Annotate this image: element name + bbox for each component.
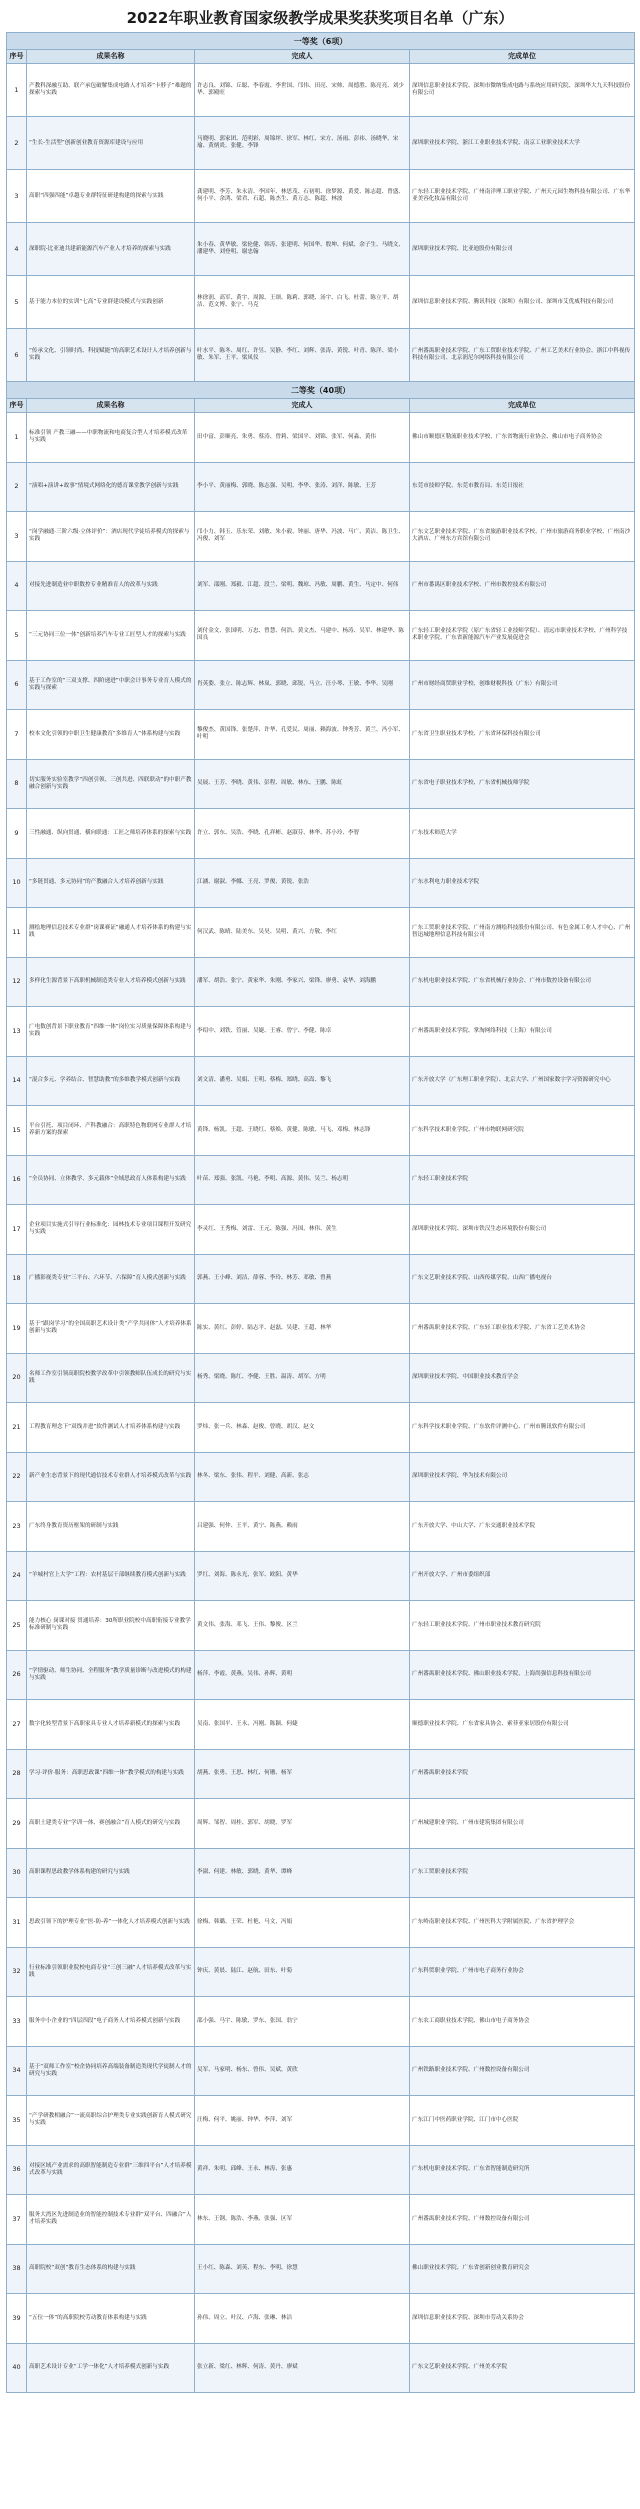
project-name-cell: “传承文化、引领时尚、科技赋能”的高职艺术设计人才培养创新与实践 xyxy=(27,329,195,382)
project-name-cell: 基于能力本位的实训“七高”专业群建设模式与实践创新 xyxy=(27,276,195,329)
contributors-cell: 李灵红、王秀梅、刘雷、王元、陈强、冯国、林伟、黄生 xyxy=(195,1205,410,1255)
institutions-cell: 广州番禺职业技术学院、广东轻工职业技术学院、广东省工艺美术协会 xyxy=(410,1304,635,1354)
contributors-cell: 田中富、彭顺亮、朱勇、蔡涛、曾莉、梁国平、刘锦、张军、何淼、黄伟 xyxy=(195,413,410,463)
contributors-cell: 罗红、刘海、陈永光、张军、欧阳、黄华 xyxy=(195,1551,410,1601)
row-number-cell: 25 xyxy=(7,1601,27,1651)
row-number-cell: 37 xyxy=(7,2195,27,2245)
project-name-cell: “全员协同、立体教学、多元载体”全域思政育人体系构建与实践 xyxy=(27,1155,195,1205)
table-row xyxy=(7,2294,635,2344)
section-heading xyxy=(7,382,635,399)
table-row xyxy=(7,1205,635,1255)
institutions-cell: 广州番禺职业技术学院、佛山职业技术学院、上海尚强信息科技有限公司 xyxy=(410,1650,635,1700)
project-name-cell: “三元协同三位一体”创新培养汽车专业工匠型人才的探索与实践 xyxy=(27,611,195,661)
table-row xyxy=(7,2096,635,2146)
table-row xyxy=(7,223,635,276)
column-header-institutions: 完成单位 xyxy=(410,399,635,413)
row-number-cell: 16 xyxy=(7,1155,27,1205)
row-number-cell: 26 xyxy=(7,1650,27,1700)
institutions-cell: 广东省电子职业技术学校、广东省机械技师学院 xyxy=(410,759,635,809)
institutions-cell: 广东轻工职业技术学院（原广东省轻工业技师学院）、清远市职业技术学校、广州科学技术职业学院、广东省新能源汽车产业发展促进会 xyxy=(410,611,635,661)
contributors-cell: 李淑、何建、林敏、郭晓、黄华、谭峰 xyxy=(195,1848,410,1898)
project-name-cell: 广东终身教育资历框架的研制与实践 xyxy=(27,1502,195,1552)
contributors-cell: 王小红、陈森、刘英、程东、李明、徐慧 xyxy=(195,2244,410,2294)
column-header-contributors: 完成人 xyxy=(195,50,410,64)
institutions-cell: 广东机电职业技术学院、广东省智能制造研究所 xyxy=(410,2145,635,2195)
institutions-cell: 广东开放大学、中山大学、广东交通职业技术学院 xyxy=(410,1502,635,1552)
project-name-cell: 对接先进制造业中职数控专业精准育人的改革与实践 xyxy=(27,561,195,611)
contributors-cell: 黄祥、朱明、邱峰、王永、林涛、张惠 xyxy=(195,2145,410,2195)
section-heading-text: 一等奖（6项） xyxy=(7,33,635,50)
project-name-cell: “五位一体”的高职院校劳动教育体系构建与实践 xyxy=(27,2294,195,2344)
project-name-cell: 能力核心 岗课对接 贯通培养：30所职业院校中高职衔接专业教学标准研制与实践 xyxy=(27,1601,195,1651)
project-name-cell: 标准引领 产教三融——中职物流和电商复合型人才培养模式改革与实践 xyxy=(27,413,195,463)
table-row xyxy=(7,611,635,661)
row-number-cell: 7 xyxy=(7,710,27,760)
contributors-cell: 叶苗、郑强、张凯、马艳、李明、高源、黄伟、吴兰、杨志明 xyxy=(195,1155,410,1205)
contributors-cell: 刘付金文、张国明、万忠、曾慧、何浩、黄文杰、马建中、杨涛、吴军、林建华、陈国良 xyxy=(195,611,410,661)
project-name-cell: “岗学融通·三阶六级·立体评价”：酒店现代学徒培养模式的探索与实践 xyxy=(27,512,195,562)
project-name-cell: 多样化生源背景下高职机械制造类专业人才培养模式创新与实践 xyxy=(27,957,195,1007)
contributors-cell: 陈实、黄红、彭婷、陆志平、赵磊、吴建、王超、林华 xyxy=(195,1304,410,1354)
table-row xyxy=(7,1007,635,1057)
project-name-cell: 高职院校“双创”教育生态体系的构建与实践 xyxy=(27,2244,195,2294)
contributors-cell: 许志良、刘锦、丘聪、李春霞、李世国、邝伟、田亮、宋帅、周德胜、陈亮亮、刘少华、郭殿旺 xyxy=(195,64,410,117)
project-name-cell: “学情驱动、师生协同、全程服务”教学质量诊断与改进模式的构建与实践 xyxy=(27,1650,195,1700)
contributors-cell: 胡燕、张勇、王思、林红、何珊、杨军 xyxy=(195,1749,410,1799)
project-name-cell: 服务中小企业的“四层四段”电子商务人才培养模式创新与实践 xyxy=(27,1997,195,2047)
row-number-cell: 23 xyxy=(7,1502,27,1552)
institutions-cell: 广东文艺职业技术学院、广东省旅游职业技术学校、广州市旅游商务职业学校、广州南沙大酒店、广州东方宾馆有限公司 xyxy=(410,512,635,562)
table-row xyxy=(7,1848,635,1898)
table-row xyxy=(7,759,635,809)
contributors-cell: 龚建明、李芳、朱永清、李国年、林思茂、石初明、徐梦源、黄爱、陈志超、曾盛、何小平、余鸿、梁君、石超、陈杰生、黄万志、陈超、林波 xyxy=(195,170,410,223)
row-number-cell: 9 xyxy=(7,809,27,859)
institutions-cell: 深圳职业技术学院、比亚迪股份有限公司 xyxy=(410,223,635,276)
contributors-cell: 林东、王钢、陈浩、李燕、张强、区军 xyxy=(195,2195,410,2245)
institutions-cell: 广东轻工职业技术学院 xyxy=(410,1155,635,1205)
row-number-cell: 32 xyxy=(7,1947,27,1997)
row-number-cell: 18 xyxy=(7,1254,27,1304)
row-number-cell: 36 xyxy=(7,2145,27,2195)
row-number-cell: 30 xyxy=(7,1848,27,1898)
institutions-cell: 佛山市顺德区勒流职业技术学校、广东省物流行业协会、佛山市电子商务协会 xyxy=(410,413,635,463)
row-number-cell: 1 xyxy=(7,413,27,463)
institutions-cell: 广州番禺职业技术学院 xyxy=(410,1749,635,1799)
institutions-cell: 广州市番禺区职业技术学校、广州市数控技术有限公司 xyxy=(410,561,635,611)
institutions-cell: 广东农工商职业技术学院、佛山市电子商务协会 xyxy=(410,1997,635,2047)
project-name-cell: 企业项目实施式引导行业标准化：园林技术专业项目课程开发研究与实践 xyxy=(27,1205,195,1255)
contributors-cell: 李绍中、刘铁、管丽、吴婕、王睿、曾宁、李健、陈卓 xyxy=(195,1007,410,1057)
section-heading-text: 二等奖（40项） xyxy=(7,382,635,399)
project-name-cell: “生长-生活型”创新创业教育资源库建设与应用 xyxy=(27,117,195,170)
project-name-cell: “演唱+演讲+故事”情境式网络化的德育课堂教学创新与实践 xyxy=(27,462,195,512)
project-name-cell: 高职艺术设计专业“工学一体化”人才培养模式创新与实践 xyxy=(27,2343,195,2393)
row-number-cell: 28 xyxy=(7,1749,27,1799)
row-number-cell: 38 xyxy=(7,2244,27,2294)
project-name-cell: 切实服务实验室教学“四创引领、三创共进、四联联动”的中职产教融合创新与实践 xyxy=(27,759,195,809)
table-row xyxy=(7,117,635,170)
row-number-cell: 1 xyxy=(7,64,27,117)
institutions-cell: 广东机电职业技术学院、广东省机械行业协会、广州市数控设备有限公司 xyxy=(410,957,635,1007)
contributors-cell: 汪梅、何平、姚丽、钟华、李萍、刘军 xyxy=(195,2096,410,2146)
institutions-cell: 广东省卫生职业技术学校、广东省环保科技有限公司 xyxy=(410,710,635,760)
table-row xyxy=(7,2343,635,2393)
table-row xyxy=(7,957,635,1007)
row-number-cell: 15 xyxy=(7,1106,27,1156)
contributors-cell: 钟庆、黄晨、陆江、赵航、田东、叶菊 xyxy=(195,1947,410,1997)
institutions-cell: 广东科贸职业学院、广州市电子商务行业协会 xyxy=(410,1947,635,1997)
project-name-cell: “多链贯通、多元协同”的产教融合人才培养创新与实践 xyxy=(27,858,195,908)
row-number-cell: 6 xyxy=(7,660,27,710)
table-row xyxy=(7,858,635,908)
contributors-cell: 何汉武、陈晴、陆美东、吴昊、吴明、黄兴、方敬、李红 xyxy=(195,908,410,958)
awards-table-body xyxy=(7,33,635,2393)
institutions-cell: 深圳信息职业技术学院、腾讯科技（深圳）有限公司、深圳市艾优威科技有限公司 xyxy=(410,276,635,329)
project-name-cell: “产学研教相融合”一流高职综合护理类专业实践创新育人模式研究与实践 xyxy=(27,2096,195,2146)
contributors-cell: 林冬、梁东、张伟、程平、刘健、高新、张志 xyxy=(195,1452,410,1502)
table-row xyxy=(7,1650,635,1700)
project-name-cell: 行业标准引领职业院校电商专业“三创三融”人才培养模式改革与实践 xyxy=(27,1947,195,1997)
table-row xyxy=(7,2195,635,2245)
row-number-cell: 19 xyxy=(7,1304,27,1354)
contributors-cell: 罗炜、张一兵、林森、赵俊、曾晓、胡汉、赵文 xyxy=(195,1403,410,1453)
institutions-cell: 深圳信息职业技术学院、深圳市微纳集成电路与系统应用研究院、深圳华大九天科技股份有限公司 xyxy=(410,64,635,117)
row-number-cell: 4 xyxy=(7,223,27,276)
contributors-cell: 黄锋、杨凯、王超、王晓红、蔡焕、黄健、陈敏、马飞、邓梅、林志锋 xyxy=(195,1106,410,1156)
institutions-cell: 广州铁路职业技术学院、广州数控设备有限公司 xyxy=(410,2046,635,2096)
institutions-cell: 东莞市技师学院、东莞市教育局、东莞日报社 xyxy=(410,462,635,512)
contributors-cell: 吕建强、何仲、王平、黄宁、陈燕、赖雨 xyxy=(195,1502,410,1552)
table-row xyxy=(7,1601,635,1651)
project-name-cell: 产教科深融互助、联产承包破解集成电路人才培养“卡脖子”难题的探索与实践 xyxy=(27,64,195,117)
institutions-cell: 广东技术师范大学 xyxy=(410,809,635,859)
institutions-cell: 广东轻工职业技术学院、广州南洋理工职业学院、广州天元园生物科技有限公司、广东华亚美容化妆品有限公司 xyxy=(410,170,635,223)
row-number-cell: 20 xyxy=(7,1353,27,1403)
project-name-cell: 数字化转型背景下高职家具专业人才培养新模式的探索与实践 xyxy=(27,1700,195,1750)
institutions-cell: 广东文艺职业技术学院、广州美术学院 xyxy=(410,2343,635,2393)
column-header-row xyxy=(7,399,635,413)
table-row xyxy=(7,1056,635,1106)
project-name-cell: 深职院-比亚迪共建新能源汽车产业人才培养的探索与实践 xyxy=(27,223,195,276)
table-row xyxy=(7,908,635,958)
table-row xyxy=(7,64,635,117)
institutions-cell: 广东开放大学（广东理工职业学院）、北京大学、广州国家数字学习资源研究中心 xyxy=(410,1056,635,1106)
institutions-cell: 广东水利电力职业技术学院 xyxy=(410,858,635,908)
table-row xyxy=(7,710,635,760)
project-name-cell: 校本文化引领的中职卫生健康教育“多维育人”体系构建与实践 xyxy=(27,710,195,760)
row-number-cell: 39 xyxy=(7,2294,27,2344)
contributors-cell: 朱小春、黄华敏、梁伦健、韩涛、张建明、何国华、殷坤、何斌、余子生、马晓文、潘建华、刘登明、谢忠翰 xyxy=(195,223,410,276)
page-title: 2022年职业教育国家级教学成果奖获奖项目名单（广东） xyxy=(126,9,514,27)
institutions-cell: 广东文艺职业技术学院、山西传媒学院、山西广播电视台 xyxy=(410,1254,635,1304)
awards-table xyxy=(6,32,635,2393)
contributors-cell: 黎俊杰、黄国锋、张楚萍、许华、孔爱民、周丽、赖海波、钟秀芳、黄兰、冯小军、叶明 xyxy=(195,710,410,760)
project-name-cell: 基于“双师工作室”校企协同培养高端装备制造类现代学徒制人才的研究与实践 xyxy=(27,2046,195,2096)
project-name-cell: 三性融通、纵向贯通、横向联通：工匠之师培养体系的探索与实践 xyxy=(27,809,195,859)
row-number-cell: 24 xyxy=(7,1551,27,1601)
contributors-cell: 杨秀、梁晓、陈红、李健、王胜、温涛、胡军、方明 xyxy=(195,1353,410,1403)
contributors-cell: 周辉、邹智、周桂、郭军、胡晓、罗军 xyxy=(195,1799,410,1849)
row-number-cell: 22 xyxy=(7,1452,27,1502)
contributors-cell: 孙伟、周立、叶汉、卢海、张琳、林洁 xyxy=(195,2294,410,2344)
row-number-cell: 5 xyxy=(7,276,27,329)
table-row xyxy=(7,512,635,562)
contributors-cell: 徐梅、韩璐、王荣、杜艳、马文、冯娟 xyxy=(195,1898,410,1948)
project-name-cell: 基于工作室的“三双支撑、四阶递进”中职会计事务专业育人模式的实践与探索 xyxy=(27,660,195,710)
column-header-project-name: 成果名称 xyxy=(27,50,195,64)
row-number-cell: 33 xyxy=(7,1997,27,2047)
column-header-row xyxy=(7,50,635,64)
contributors-cell: 江涵、谢淑、李娜、王亮、罗俊、黄锐、张浩 xyxy=(195,858,410,908)
contributors-cell: 许立、郭东、吴浩、李晓、孔祥彬、赵淑芬、林华、苏小玲、李智 xyxy=(195,809,410,859)
project-name-cell: 广电数创背景下职业教育“四维一体”岗位实习质量保障体系构建与实践 xyxy=(27,1007,195,1057)
institutions-cell: 广州番禺职业技术学院、掌淘网络科技（上海）有限公司 xyxy=(410,1007,635,1057)
project-name-cell: “混合多元、学养结合、智慧助教”的多维教学模式创新与实践 xyxy=(27,1056,195,1106)
table-row xyxy=(7,1700,635,1750)
column-header-row-number: 序号 xyxy=(7,399,27,413)
institutions-cell: 广州番禺职业技术学院、广州数控设备有限公司 xyxy=(410,2195,635,2245)
contributors-cell: 黄文伟、张海、邓飞、王伟、黎俊、区兰 xyxy=(195,1601,410,1651)
table-row xyxy=(7,2046,635,2096)
column-header-row-number: 序号 xyxy=(7,50,27,64)
table-row xyxy=(7,660,635,710)
contributors-cell: 叶水平、陈冬、周红、许昱、吴静、李红、刘辉、张涛、黄锐、叶青、陈洋、梁小敏、朱军、王平、梁凤仪 xyxy=(195,329,410,382)
row-number-cell: 13 xyxy=(7,1007,27,1057)
table-row xyxy=(7,1403,635,1453)
table-row xyxy=(7,561,635,611)
project-name-cell: 对接区域产业需求的高职智能制造专业群“三维四平台”人才培养模式改革与实践 xyxy=(27,2145,195,2195)
contributors-cell: 刘文清、潘勇、吴娟、王明、蔡梅、郑晓、高嵩、黎飞 xyxy=(195,1056,410,1106)
institutions-cell: 深圳职业技术学院、中国职业技术教育学会 xyxy=(410,1353,635,1403)
project-name-cell: 工程教育理念下“双线并进”软件测试人才培养体系构建与实践 xyxy=(27,1403,195,1453)
institutions-cell: 深圳职业技术学院、深圳市铁汉生态环境股份有限公司 xyxy=(410,1205,635,1255)
institutions-cell: 广州城建职业学院、广州市建筑集团有限公司 xyxy=(410,1799,635,1849)
contributors-cell: 林徐润、高军、黄宇、周源、王颂、陈莉、郭晓、汤宇、白飞、杜蕾、陈立平、胡洁、范文博、张宁、马克 xyxy=(195,276,410,329)
row-number-cell: 4 xyxy=(7,561,27,611)
institutions-cell: 广东科学技术职业学院、广东软件评测中心、广州市腾讯软件有限公司 xyxy=(410,1403,635,1453)
column-header-institutions: 完成单位 xyxy=(410,50,635,64)
project-name-cell: 服务大湾区先进制造业的智能控制技术专业群“双平台、四融合”人才培养实践 xyxy=(27,2195,195,2245)
contributors-cell: 杨萍、李霞、黄燕、吴伟、孙辉、黄明 xyxy=(195,1650,410,1700)
project-name-cell: 平台引托、项目闭环、产科教融合：高职特色物联网专业群人才培养新方案的探索 xyxy=(27,1106,195,1156)
project-name-cell: 广播影视类专业“三平台、六环节、六保障”育人模式创新与实践 xyxy=(27,1254,195,1304)
row-number-cell: 8 xyxy=(7,759,27,809)
row-number-cell: 29 xyxy=(7,1799,27,1849)
project-name-cell: 学习·评价·服务：高职思政课“四维一体”教学模式的构建与实践 xyxy=(27,1749,195,1799)
institutions-cell: 广东工贸职业技术学院 xyxy=(410,1848,635,1898)
institutions-cell: 佛山职业技术学院、广东省创新创业教育研究会 xyxy=(410,2244,635,2294)
institutions-cell: 广东岭南职业技术学院、广州医科大学附属医院、广东省护理学会 xyxy=(410,1898,635,1948)
institutions-cell: 广东工贸职业技术学院、广州南方测绘科技股份有限公司、有色金属工业人才中心、广州智迅城地理信息科技有限公司 xyxy=(410,908,635,958)
project-name-cell: “羊城村官上大学”工程：农村基层干部继续教育模式创新与实践 xyxy=(27,1551,195,1601)
contributors-cell: 刘军、邵刚、郑毅、江超、段兰、梁明、魏琼、冯敏、周鹏、黄生、马定中、何伟 xyxy=(195,561,410,611)
row-number-cell: 27 xyxy=(7,1700,27,1750)
row-number-cell: 3 xyxy=(7,170,27,223)
contributors-cell: 吴展、王芳、李晓、黄伟、彭程、周敏、林东、王鹏、陈虹 xyxy=(195,759,410,809)
row-number-cell: 3 xyxy=(7,512,27,562)
institutions-cell: 广州开放大学、广州市委组织部 xyxy=(410,1551,635,1601)
table-row xyxy=(7,462,635,512)
row-number-cell: 34 xyxy=(7,2046,27,2096)
row-number-cell: 11 xyxy=(7,908,27,958)
table-row xyxy=(7,1254,635,1304)
table-row xyxy=(7,413,635,463)
contributors-cell: 马晓明、郭家团、范明彩、周锦坪、徐军、林红、宋方、汤雨、彭祎、汤晓华、宋瑜、黄炳炎、张健、李锋 xyxy=(195,117,410,170)
institutions-cell: 广州市财经商贸职业学校、创维财税科技（广东）有限公司 xyxy=(410,660,635,710)
table-row xyxy=(7,329,635,382)
row-number-cell: 10 xyxy=(7,858,27,908)
table-row xyxy=(7,2145,635,2195)
table-row xyxy=(7,1155,635,1205)
section-heading xyxy=(7,33,635,50)
contributors-cell: 李小平、黄丽梅、郭晓、陈志强、吴明、李华、张涛、刘洋、陈敏、王芳 xyxy=(195,462,410,512)
contributors-cell: 郭燕、王小峰、刘洁、薛蓉、李玲、林芳、邓敏、曾燕 xyxy=(195,1254,410,1304)
row-number-cell: 21 xyxy=(7,1403,27,1453)
project-name-cell: 测绘地理信息技术专业群“岗课赛证”融通人才培养体系的构建与实践 xyxy=(27,908,195,958)
institutions-cell: 广东轻工职业技术学院、广州市职业技术教育研究院 xyxy=(410,1601,635,1651)
project-name-cell: 高职土建类专业“学训一体、赛创融合”育人模式的研究与实践 xyxy=(27,1799,195,1849)
contributors-cell: 邵小强、马宇、陈敏、罗东、张国、翁宁 xyxy=(195,1997,410,2047)
project-name-cell: 高职课程思政教学体系构建的研究与实践 xyxy=(27,1848,195,1898)
table-row xyxy=(7,1898,635,1948)
row-number-cell: 14 xyxy=(7,1056,27,1106)
contributors-cell: 潘军、胡浩、张宁、黄家华、朱刚、李家兴、梁锋、廖勇、袁华、刘海鹏 xyxy=(195,957,410,1007)
row-number-cell: 17 xyxy=(7,1205,27,1255)
column-header-contributors: 完成人 xyxy=(195,399,410,413)
row-number-cell: 12 xyxy=(7,957,27,1007)
row-number-cell: 5 xyxy=(7,611,27,661)
table-row xyxy=(7,2244,635,2294)
table-row xyxy=(7,1106,635,1156)
table-row xyxy=(7,1551,635,1601)
institutions-cell: 广东江门中医药职业学院、江门市中心医院 xyxy=(410,2096,635,2146)
contributors-cell: 吴军、马家明、杨东、曾伟、吴斌、黄欣 xyxy=(195,2046,410,2096)
institutions-cell: 广东科学技术职业学院、广州市物联网研究院 xyxy=(410,1106,635,1156)
table-row xyxy=(7,809,635,859)
institutions-cell: 深圳职业技术学院、浙江工业职业技术学院、南京工业职业技术大学 xyxy=(410,117,635,170)
row-number-cell: 2 xyxy=(7,117,27,170)
table-row xyxy=(7,1947,635,1997)
institutions-cell: 顺德职业技术学院、广东省家具协会、索菲亚家居股份有限公司 xyxy=(410,1700,635,1750)
table-row xyxy=(7,1799,635,1849)
row-number-cell: 31 xyxy=(7,1898,27,1948)
column-header-project-name: 成果名称 xyxy=(27,399,195,413)
institutions-cell: 深圳信息职业技术学院、深圳市劳动关系协会 xyxy=(410,2294,635,2344)
table-row xyxy=(7,276,635,329)
row-number-cell: 6 xyxy=(7,329,27,382)
contributors-cell: 吴南、张国平、王永、冯刚、陈颖、何婕 xyxy=(195,1700,410,1750)
table-row xyxy=(7,1997,635,2047)
project-name-cell: 名师工作室引领高职院校教学改革中引领教师队伍成长的研究与实践 xyxy=(27,1353,195,1403)
institutions-cell: 广州番禺职业技术学院、广东工贸职业技术学院、广州工艺美术行业协会、浙江中科视传科技有限公司、北京润尼尔网络科技有限公司 xyxy=(410,329,635,382)
table-row xyxy=(7,170,635,223)
contributors-cell: 邝小力、韩玉、乐东荣、刘敏、朱小毅、钟丽、唐华、冯波、马广、黄洁、陈卫生、冯俊、刘军 xyxy=(195,512,410,562)
table-row xyxy=(7,1304,635,1354)
row-number-cell: 2 xyxy=(7,462,27,512)
row-number-cell: 35 xyxy=(7,2096,27,2146)
institutions-cell: 深圳职业技术学院、华为技术有限公司 xyxy=(410,1452,635,1502)
contributors-cell: 张立新、梁红、林辉、何涛、黄丹、廖斌 xyxy=(195,2343,410,2393)
table-row xyxy=(7,1502,635,1552)
row-number-cell: 40 xyxy=(7,2343,27,2393)
project-name-cell: 思政引领下的护理专业“医-防-养”一体化人才培养模式创新与实践 xyxy=(27,1898,195,1948)
table-row xyxy=(7,1749,635,1799)
table-row xyxy=(7,1452,635,1502)
table-row xyxy=(7,1353,635,1403)
project-name-cell: 新产业生态背景下的现代通信技术专业群人才培养模式改革与实践 xyxy=(27,1452,195,1502)
project-name-cell: 高职“四强四能”卓越专业群特征研建构建的探索与实践 xyxy=(27,170,195,223)
contributors-cell: 肖英姿、张立、陈志辉、林岚、郭晓、邱锐、马立、汪小琴、王敏、李华、吴刚 xyxy=(195,660,410,710)
project-name-cell: 基于“跟岗学习”的全国高职艺术设计类“产学共同体”人才培养体系创新与实践 xyxy=(27,1304,195,1354)
